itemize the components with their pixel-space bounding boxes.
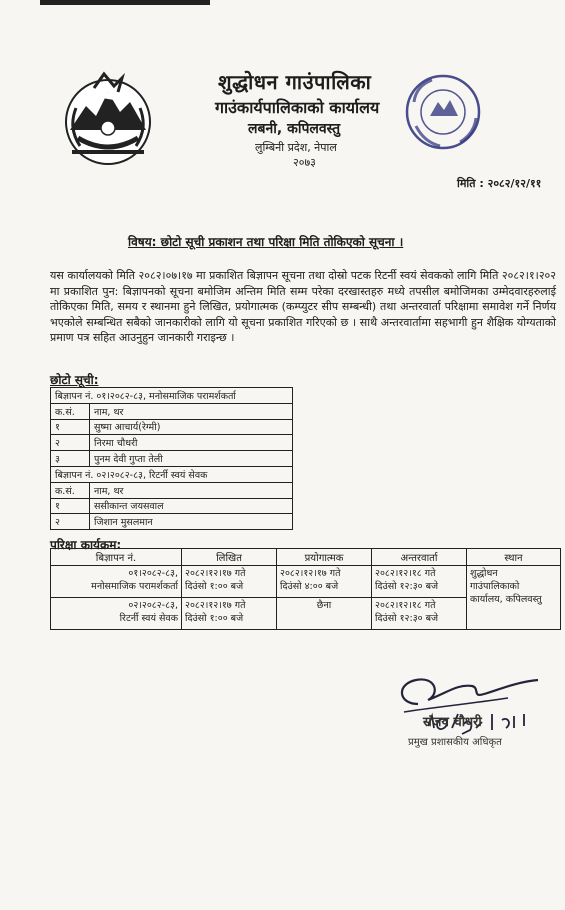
cell-interview bbox=[372, 598, 467, 630]
col-venue: स्थान bbox=[467, 549, 561, 566]
cell-line: दिउंसो १:०० बजे bbox=[185, 613, 244, 624]
cell-line: दिउंसो १२:३० बजे bbox=[375, 613, 439, 624]
cell-line: २०८२।१२।१८ गते bbox=[375, 568, 436, 579]
cell-line: गाउंपालिकाको bbox=[470, 581, 520, 592]
shortlist-name: जिशान मुसलमान bbox=[90, 514, 293, 530]
cell-line: ०१।२०८२-८३, bbox=[128, 568, 178, 579]
col-practical: प्रयोगात्मक bbox=[277, 549, 372, 566]
shortlist-col-name: नाम, थर bbox=[90, 403, 293, 419]
office-address: लबनी, कपिलवस्तु bbox=[248, 121, 341, 137]
cell-line: २०८२।१२।१७ गते bbox=[280, 568, 341, 579]
top-edge-mark bbox=[40, 0, 210, 5]
signer-name: संजय चौधरी bbox=[423, 715, 482, 730]
shortlist-col-name: नाम, थर bbox=[90, 482, 293, 498]
table-row bbox=[51, 419, 293, 435]
shortlist-heading: छोटो सूची: bbox=[50, 373, 99, 387]
cell-line: दिउंसो १:०० बजे bbox=[185, 581, 244, 592]
cell-line: कार्यालय, कपिलवस्तु bbox=[470, 594, 542, 605]
schedule-heading: परिक्षा कार्यक्रम: bbox=[50, 538, 122, 552]
table-row bbox=[51, 498, 293, 514]
cell-interview bbox=[372, 566, 467, 598]
cell-written bbox=[182, 598, 277, 630]
cell-line: रिटर्नी स्वयं सेवक bbox=[119, 613, 178, 624]
exam-schedule-table bbox=[50, 548, 561, 630]
shortlist-name: सुष्मा आचार्य(रेग्मी) bbox=[90, 419, 293, 435]
shortlist-sn: १ bbox=[51, 498, 90, 514]
cell-line: २०८२।१२।१७ गते bbox=[185, 600, 246, 611]
shortlist-col-sn: क.सं. bbox=[51, 482, 90, 498]
shortlist-col-sn: क.सं. bbox=[51, 403, 90, 419]
col-interview: अन्तरवार्ता bbox=[372, 549, 467, 566]
cell-line: शुद्धोधन bbox=[470, 568, 498, 579]
cell-practical bbox=[277, 566, 372, 598]
cell-line: २०८२।१२।१८ गते bbox=[375, 600, 436, 611]
shortlist-header-row bbox=[51, 403, 293, 419]
office-subtitle: गाउंकार्यपालिकाको कार्यालय bbox=[215, 98, 380, 117]
cell-written bbox=[182, 566, 277, 598]
shortlist-group-title: बिज्ञापन नं. ०२।२०८२-८३, रिटर्नी स्वयं सेवक bbox=[51, 466, 293, 482]
shortlist-group-row bbox=[51, 388, 293, 404]
notice-date: मिति : २०८२/१२/११ bbox=[457, 177, 542, 190]
shortlist-name: निरमा चौधरी bbox=[90, 435, 293, 451]
shortlist-group-row bbox=[51, 466, 293, 482]
office-name: शुद्धोधन गाउंपालिका bbox=[218, 70, 372, 94]
shortlist-header-row bbox=[51, 482, 293, 498]
schedule-header-row bbox=[51, 549, 561, 566]
nepal-emblem-icon bbox=[56, 68, 160, 168]
shortlist-table bbox=[50, 387, 293, 530]
cell-line: दिउंसो १२:३० बजे bbox=[375, 581, 439, 592]
cell-line: मनोसमाजिक परामर्शकर्ता bbox=[91, 581, 178, 592]
shortlist-name: पुनम देवी गुप्ता तेली bbox=[90, 451, 293, 467]
cell-line: ०२।२०८२-८३, bbox=[128, 600, 178, 611]
table-row bbox=[51, 514, 293, 530]
shortlist-group-title: बिज्ञापन नं. ०१।२०८२-८३, मनोसमाजिक परामर्शकर्ता bbox=[51, 388, 293, 404]
shortlist-sn: ३ bbox=[51, 451, 90, 467]
office-province: लुम्बिनी प्रदेश, नेपाल bbox=[255, 141, 337, 154]
cell-ad-no bbox=[51, 598, 182, 630]
shortlist-sn: २ bbox=[51, 435, 90, 451]
cell-ad-no bbox=[51, 566, 182, 598]
table-row bbox=[51, 435, 293, 451]
established-year: २०७३ bbox=[293, 156, 316, 169]
signer-title: प्रमुख प्रशासकीय अधिकृत bbox=[408, 737, 502, 748]
shortlist-sn: १ bbox=[51, 419, 90, 435]
shortlist-name: ससीकान्त जयसवाल bbox=[90, 498, 293, 514]
table-row bbox=[51, 566, 561, 598]
cell-line: दिउंसो ४:०० बजे bbox=[280, 581, 339, 592]
notice-subject: विषय: छोटो सूची प्रकाशन तथा परिक्षा मिति तोकिएको सूचना । bbox=[128, 235, 404, 249]
cell-venue bbox=[467, 566, 561, 630]
table-row bbox=[51, 451, 293, 467]
cell-line: २०८२।१२।१७ गते bbox=[185, 568, 246, 579]
cell-practical bbox=[277, 598, 372, 630]
cell-line: छैना bbox=[316, 600, 332, 611]
shortlist-sn: २ bbox=[51, 514, 90, 530]
notice-body: यस कार्यालयको मिति २०८२।०७।१७ मा प्रकाशित बिज्ञापन सूचना तथा दोस्रो पटक रिटर्नी स्वयं सेवकको लागि मिति २०८२।१।२०२ मा प्रकाशित पुन: बिज्ञापनको सूचना बमोजिम अन्तिम मिति सम्म परेका दरखास्तहरु मध्ये तपसील बमोजिमका उम्मेदवारहरुलाई तोकिएका मिति, समय र स्थानमा हुने लिखित, प्रयोगात्मक (कम्प्युटर सीप सम्बन्धी) तथा अन्तरवार्ता परिक्षामा समावेश गर्ने निर्णय भएकोले सम्बन्धित सबैको जानकारीको लागि यो सूचना प्रकाशित गरिएको छ । साथै अन्तरवार्तामा सहभागी हुन शैक्षिक योग्यताको प्रमाण पत्र सहित आउनुहुन जानकारी गराइन्छ । bbox=[50, 269, 556, 345]
col-ad-no: बिज्ञापन नं. bbox=[51, 549, 182, 566]
col-written: लिखित bbox=[182, 549, 277, 566]
